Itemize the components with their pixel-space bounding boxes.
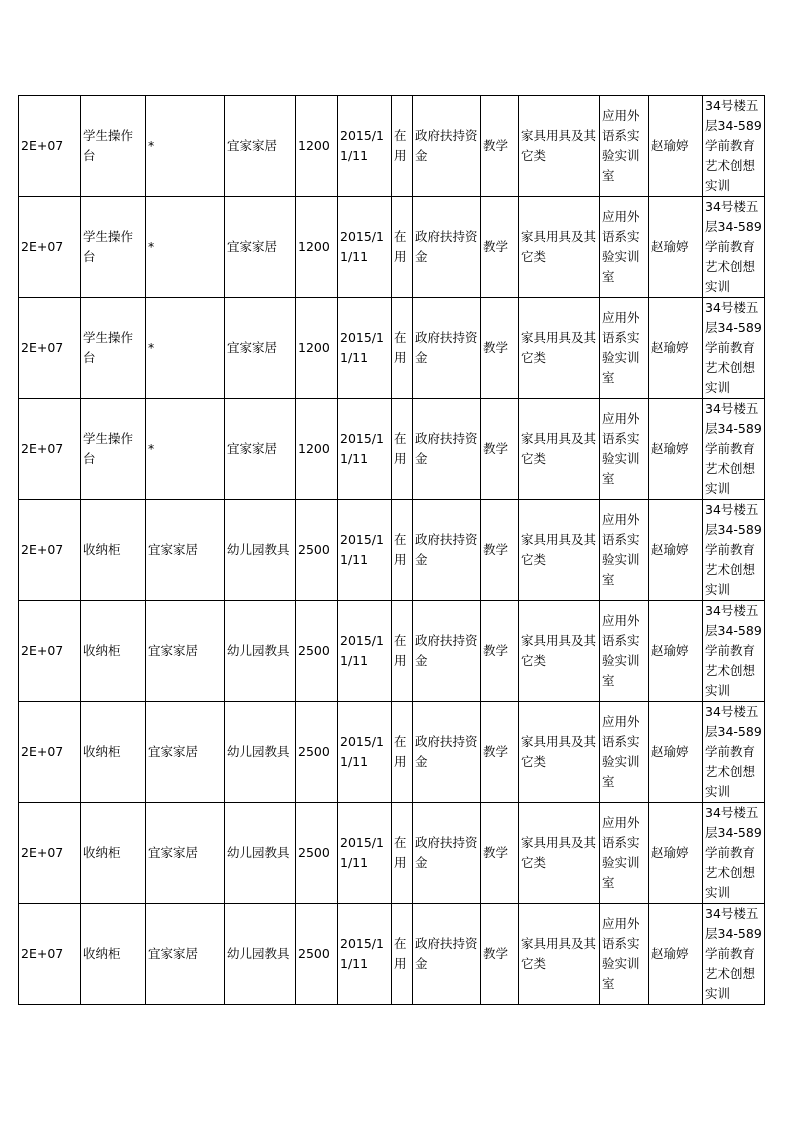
table-row	[19, 399, 765, 500]
price-cell: 1200	[296, 96, 338, 197]
asset-id-cell: 2E+07	[19, 500, 81, 601]
asset-id-cell: 2E+07	[19, 197, 81, 298]
custodian-cell: 赵瑜婷	[649, 197, 703, 298]
funding-source-cell: 政府扶持资金	[413, 197, 481, 298]
category-cell: 家具用具及其它类	[519, 702, 600, 803]
price-cell: 2500	[296, 803, 338, 904]
funding-source-cell: 政府扶持资金	[413, 803, 481, 904]
price-cell: 1200	[296, 399, 338, 500]
usage-cell: 教学	[481, 96, 519, 197]
asset-name-cell: 收纳柜	[81, 500, 146, 601]
purchase-date-cell: 2015/11/11	[338, 601, 392, 702]
asset-name-cell: 收纳柜	[81, 601, 146, 702]
asset-id-cell: 2E+07	[19, 96, 81, 197]
funding-source-cell: 政府扶持资金	[413, 399, 481, 500]
usage-cell: 教学	[481, 399, 519, 500]
status-cell: 在用	[392, 500, 413, 601]
asset-id-cell: 2E+07	[19, 298, 81, 399]
purchase-date-cell: 2015/11/11	[338, 702, 392, 803]
category-cell: 家具用具及其它类	[519, 500, 600, 601]
department-cell: 应用外语系实验实训室	[600, 803, 649, 904]
asset-id-cell: 2E+07	[19, 702, 81, 803]
custodian-cell: 赵瑜婷	[649, 298, 703, 399]
model-cell: 宜家家居	[225, 197, 296, 298]
funding-source-cell: 政府扶持资金	[413, 298, 481, 399]
department-cell: 应用外语系实验实训室	[600, 702, 649, 803]
category-cell: 家具用具及其它类	[519, 197, 600, 298]
model-cell: 幼儿园教具	[225, 601, 296, 702]
asset-id-cell: 2E+07	[19, 601, 81, 702]
asset-name-cell: 学生操作台	[81, 399, 146, 500]
location-cell: 34号楼五层34-589学前教育艺术创想实训	[703, 702, 765, 803]
model-cell: 宜家家居	[225, 96, 296, 197]
asset-name-cell: 学生操作台	[81, 298, 146, 399]
department-cell: 应用外语系实验实训室	[600, 96, 649, 197]
price-cell: 1200	[296, 197, 338, 298]
funding-source-cell: 政府扶持资金	[413, 500, 481, 601]
department-cell: 应用外语系实验实训室	[600, 399, 649, 500]
table-row	[19, 803, 765, 904]
status-cell: 在用	[392, 904, 413, 1005]
price-cell: 2500	[296, 601, 338, 702]
status-cell: 在用	[392, 197, 413, 298]
status-cell: 在用	[392, 601, 413, 702]
purchase-date-cell: 2015/11/11	[338, 904, 392, 1005]
custodian-cell: 赵瑜婷	[649, 904, 703, 1005]
purchase-date-cell: 2015/11/11	[338, 197, 392, 298]
purchase-date-cell: 2015/11/11	[338, 803, 392, 904]
model-cell: 幼儿园教具	[225, 803, 296, 904]
price-cell: 2500	[296, 702, 338, 803]
price-cell: 2500	[296, 500, 338, 601]
model-cell: 幼儿园教具	[225, 702, 296, 803]
location-cell: 34号楼五层34-589学前教育艺术创想实训	[703, 197, 765, 298]
table-row	[19, 601, 765, 702]
funding-source-cell: 政府扶持资金	[413, 601, 481, 702]
category-cell: 家具用具及其它类	[519, 96, 600, 197]
asset-id-cell: 2E+07	[19, 399, 81, 500]
price-cell: 1200	[296, 298, 338, 399]
category-cell: 家具用具及其它类	[519, 601, 600, 702]
purchase-date-cell: 2015/11/11	[338, 298, 392, 399]
asset-id-cell: 2E+07	[19, 904, 81, 1005]
location-cell: 34号楼五层34-589学前教育艺术创想实训	[703, 904, 765, 1005]
funding-source-cell: 政府扶持资金	[413, 96, 481, 197]
location-cell: 34号楼五层34-589学前教育艺术创想实训	[703, 803, 765, 904]
asset-name-cell: 学生操作台	[81, 197, 146, 298]
usage-cell: 教学	[481, 702, 519, 803]
model-cell: 幼儿园教具	[225, 904, 296, 1005]
usage-cell: 教学	[481, 601, 519, 702]
usage-cell: 教学	[481, 197, 519, 298]
funding-source-cell: 政府扶持资金	[413, 702, 481, 803]
table-row	[19, 702, 765, 803]
brand-cell: *	[146, 399, 225, 500]
custodian-cell: 赵瑜婷	[649, 500, 703, 601]
category-cell: 家具用具及其它类	[519, 803, 600, 904]
department-cell: 应用外语系实验实训室	[600, 197, 649, 298]
table-row	[19, 96, 765, 197]
table-row	[19, 197, 765, 298]
asset-name-cell: 收纳柜	[81, 702, 146, 803]
asset-name-cell: 收纳柜	[81, 904, 146, 1005]
purchase-date-cell: 2015/11/11	[338, 500, 392, 601]
status-cell: 在用	[392, 399, 413, 500]
department-cell: 应用外语系实验实训室	[600, 601, 649, 702]
custodian-cell: 赵瑜婷	[649, 96, 703, 197]
table-row	[19, 500, 765, 601]
usage-cell: 教学	[481, 298, 519, 399]
price-cell: 2500	[296, 904, 338, 1005]
brand-cell: *	[146, 197, 225, 298]
location-cell: 34号楼五层34-589学前教育艺术创想实训	[703, 500, 765, 601]
status-cell: 在用	[392, 702, 413, 803]
asset-table	[18, 95, 765, 1005]
purchase-date-cell: 2015/11/11	[338, 399, 392, 500]
usage-cell: 教学	[481, 500, 519, 601]
department-cell: 应用外语系实验实训室	[600, 904, 649, 1005]
category-cell: 家具用具及其它类	[519, 399, 600, 500]
purchase-date-cell: 2015/11/11	[338, 96, 392, 197]
brand-cell: *	[146, 298, 225, 399]
department-cell: 应用外语系实验实训室	[600, 298, 649, 399]
usage-cell: 教学	[481, 904, 519, 1005]
custodian-cell: 赵瑜婷	[649, 702, 703, 803]
funding-source-cell: 政府扶持资金	[413, 904, 481, 1005]
asset-name-cell: 收纳柜	[81, 803, 146, 904]
model-cell: 宜家家居	[225, 298, 296, 399]
table-body	[19, 96, 765, 1005]
status-cell: 在用	[392, 803, 413, 904]
department-cell: 应用外语系实验实训室	[600, 500, 649, 601]
location-cell: 34号楼五层34-589学前教育艺术创想实训	[703, 601, 765, 702]
status-cell: 在用	[392, 96, 413, 197]
brand-cell: 宜家家居	[146, 702, 225, 803]
asset-name-cell: 学生操作台	[81, 96, 146, 197]
brand-cell: 宜家家居	[146, 601, 225, 702]
brand-cell: 宜家家居	[146, 500, 225, 601]
asset-id-cell: 2E+07	[19, 803, 81, 904]
category-cell: 家具用具及其它类	[519, 904, 600, 1005]
table-row	[19, 904, 765, 1005]
custodian-cell: 赵瑜婷	[649, 399, 703, 500]
model-cell: 宜家家居	[225, 399, 296, 500]
model-cell: 幼儿园教具	[225, 500, 296, 601]
status-cell: 在用	[392, 298, 413, 399]
custodian-cell: 赵瑜婷	[649, 803, 703, 904]
table-row	[19, 298, 765, 399]
usage-cell: 教学	[481, 803, 519, 904]
location-cell: 34号楼五层34-589学前教育艺术创想实训	[703, 399, 765, 500]
brand-cell: *	[146, 96, 225, 197]
location-cell: 34号楼五层34-589学前教育艺术创想实训	[703, 298, 765, 399]
category-cell: 家具用具及其它类	[519, 298, 600, 399]
brand-cell: 宜家家居	[146, 803, 225, 904]
custodian-cell: 赵瑜婷	[649, 601, 703, 702]
location-cell: 34号楼五层34-589学前教育艺术创想实训	[703, 96, 765, 197]
brand-cell: 宜家家居	[146, 904, 225, 1005]
